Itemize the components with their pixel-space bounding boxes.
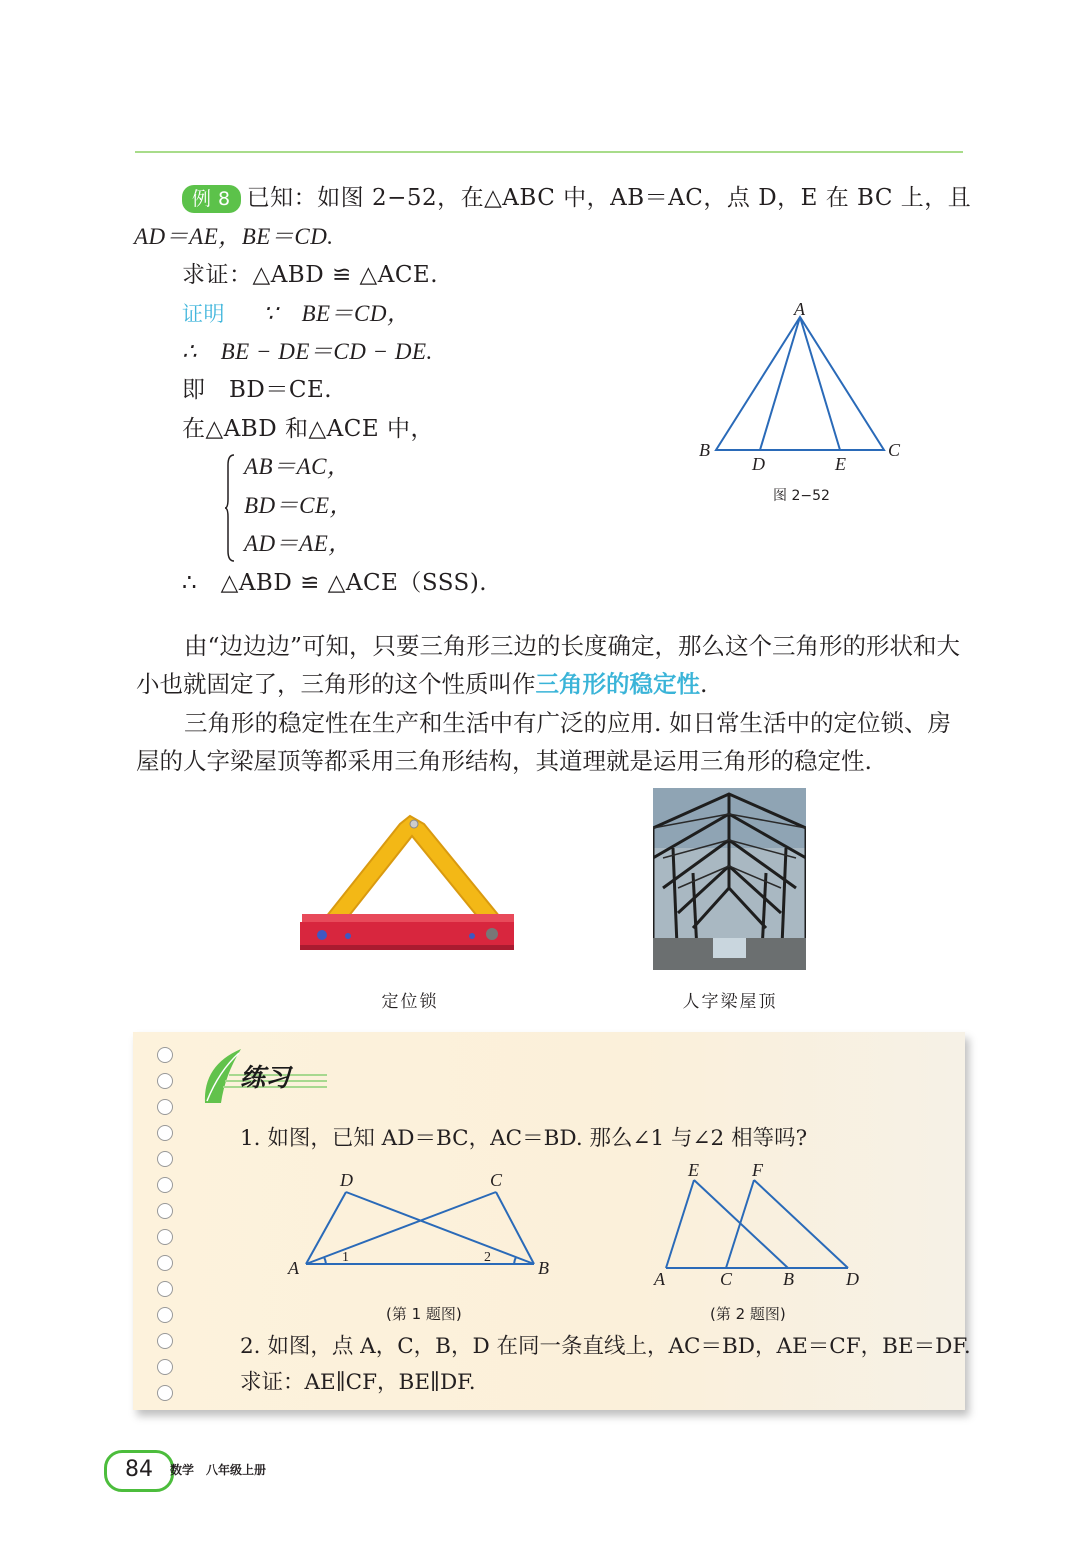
- q1-label-B: B: [538, 1258, 549, 1278]
- paragraph-stability: [136, 627, 966, 703]
- example-prove: 求证：△ABD ≌ △ACE.: [182, 262, 439, 288]
- q1-label-D: D: [340, 1170, 353, 1190]
- binder-ring: [157, 1229, 173, 1245]
- figure-q2: [650, 1158, 875, 1293]
- paragraph-end: .: [700, 670, 708, 698]
- binder-ring: [157, 1385, 173, 1401]
- binder-ring: [157, 1047, 173, 1063]
- q2-label-A: A: [654, 1269, 665, 1289]
- proof-step-4: 在△ABD 和△ACE 中，: [182, 416, 434, 442]
- example-badge: 例 8: [182, 185, 241, 213]
- binder-ring: [157, 1359, 173, 1375]
- q2-label-B: B: [783, 1269, 794, 1289]
- proof-step-1: ∵ BE＝CD，: [262, 301, 411, 326]
- caption-truss-roof: 人字梁屋顶: [682, 992, 778, 1012]
- binder-ring: [157, 1073, 173, 1089]
- book-title: 数学 八年级上册: [170, 1463, 267, 1477]
- q2-label-C: C: [720, 1269, 733, 1289]
- q2-figure-caption: (第 2 题图): [710, 1305, 786, 1323]
- truss-roof-image: [653, 788, 806, 970]
- q1-angle-2: 2: [484, 1250, 491, 1265]
- system-eq-3: AD＝AE，: [244, 531, 352, 556]
- proof-step-3: 即 BD＝CE.: [182, 377, 333, 403]
- page-number: 84: [125, 1457, 153, 1482]
- q1-label-A: A: [288, 1258, 299, 1278]
- label-B: B: [699, 440, 710, 460]
- binder-ring: [157, 1333, 173, 1349]
- figure-q1: [282, 1168, 557, 1283]
- question-2: 2. 如图，点 A，C，B，D 在同一条直线上，AC＝BD，AE＝CF，BE＝DF.: [240, 1334, 971, 1359]
- system-eq-2: BD＝CE，: [244, 493, 354, 518]
- exercise-title: 练习: [240, 1063, 291, 1092]
- keyword-stability: 三角形的稳定性: [535, 670, 700, 698]
- parking-lock-image: [300, 810, 516, 955]
- q2-label-E: E: [688, 1160, 699, 1180]
- binder-ring: [157, 1099, 173, 1115]
- binder-ring: [157, 1151, 173, 1167]
- example-line-1: [182, 183, 971, 213]
- proof-line-1: [182, 299, 411, 329]
- binder-ring: [157, 1177, 173, 1193]
- caption-parking-lock: 定位锁: [381, 992, 439, 1012]
- label-E: E: [835, 454, 846, 474]
- binder-ring: [157, 1255, 173, 1271]
- example-given: 已知：如图 2−52，在△ABC 中，AB＝AC，点 D，E 在 BC 上，且: [246, 185, 972, 211]
- label-A: A: [794, 299, 805, 319]
- label-C: C: [888, 440, 901, 460]
- binder-ring: [157, 1307, 173, 1323]
- proof-conclusion: ∴ △ABD ≌ △ACE（SSS).: [182, 570, 488, 596]
- example-line-2: AD＝AE，BE＝CD.: [134, 224, 334, 249]
- label-D: D: [752, 454, 765, 474]
- figure-caption: 图 2−52: [773, 488, 830, 504]
- paragraph-text: 由“边边边”可知，只要三角形三边的长度确定，那么这个三角形的形状和大小也就固定了，三角形的这个性质叫作: [136, 632, 961, 698]
- page-number-badge: [104, 1450, 174, 1492]
- binder-ring: [157, 1125, 173, 1141]
- header-rule: [135, 151, 963, 153]
- q2-label-F: F: [752, 1160, 763, 1180]
- system-eq-1: AB＝AC，: [244, 454, 351, 479]
- binder-ring: [157, 1281, 173, 1297]
- proof-step-2: ∴ BE − DE＝CD − DE.: [182, 339, 433, 364]
- q1-figure-caption: (第 1 题图): [386, 1305, 462, 1323]
- question-2-prove: 求证：AE∥CF，BE∥DF.: [240, 1370, 476, 1395]
- proof-label: 证明: [182, 302, 225, 326]
- q1-angle-1: 1: [342, 1250, 349, 1265]
- binder-ring: [157, 1203, 173, 1219]
- q2-label-D: D: [846, 1269, 859, 1289]
- q1-label-C: C: [490, 1170, 503, 1190]
- paragraph-applications: 三角形的稳定性在生产和生活中有广泛的应用. 如日常生活中的定位锁、房屋的人字梁屋顶等都采用三角形结构，其道理就是运用三角形的稳定性.: [136, 709, 951, 775]
- figure-2-52: [690, 295, 920, 515]
- system-brace: [225, 453, 235, 563]
- question-1: 1. 如图，已知 AD＝BC，AC＝BD. 那么∠1 与∠2 相等吗?: [240, 1126, 808, 1151]
